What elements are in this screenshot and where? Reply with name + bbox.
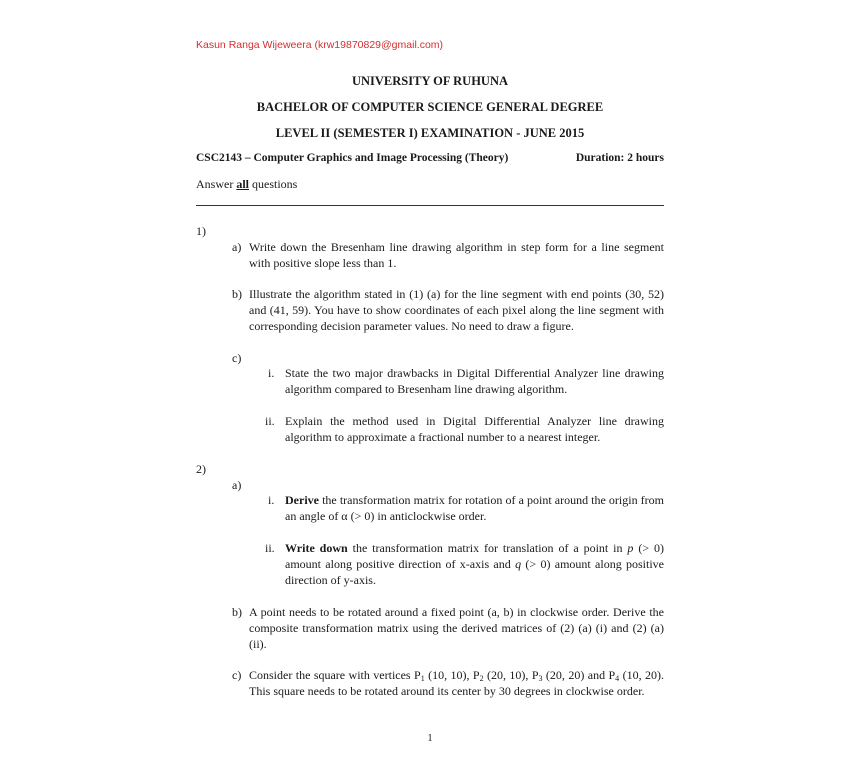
q2-a-ii-text	[285, 540, 664, 588]
q2-b-label: b)	[232, 605, 242, 619]
q2-c-sub1: 1	[420, 674, 425, 683]
q1-a-label: a)	[232, 240, 242, 254]
q1-c-ii-label: ii.	[265, 414, 275, 428]
q2-c-part3: (20, 10), P	[483, 668, 539, 682]
q2-a-ii-part1: the transformation matrix for translation of a point in	[347, 541, 628, 555]
q2-c-part1: Consider the square with vertices P	[249, 668, 421, 682]
q1-c-ii-text: Explain the method used in Digital Differential Analyzer line drawing algorithm to approximate a fractional number to a nearest integer.	[285, 414, 664, 444]
q2-a-ii-q-var: q	[515, 557, 522, 571]
q2-a-i-body: the transformation matrix for rotation of a point around the origin from an angle of α (> 0) in anticlockwise order.	[285, 493, 664, 523]
q1-a-text: Write down the Bresenham line drawing algorithm in step form for a line segment with positive slope less than 1.	[249, 240, 664, 270]
q2-b-text: A point needs to be rotated around a fixed point (a, b) in clockwise order. Derive the composite transformation matrix using the derived matrices of (2) (a) (i) and (2) (a) (ii).	[249, 605, 664, 651]
q1-c-i-label: i.	[268, 366, 275, 380]
q2-a-ii-part2: (> 0) amount along positive direction of x-axis and	[285, 541, 665, 571]
instruction-post: questions	[249, 177, 298, 191]
q2-c-part4: (20, 20) and P	[542, 668, 616, 682]
q2-a-i-verb: Derive	[285, 493, 319, 507]
exam-duration: Duration: 2 hours	[575, 152, 664, 164]
q2-a-ii-verb: Write down	[285, 541, 348, 555]
header-divider	[196, 205, 664, 206]
instruction-emphasis: all	[236, 177, 249, 191]
q2-c-sub4: 4	[615, 674, 620, 683]
q1-c-label: c)	[232, 351, 242, 365]
q2-c-part5: (10, 20). This square needs to be rotated around its center by 30 degrees in clockwise order.	[249, 668, 664, 698]
q2-c-sub2: 2	[479, 674, 484, 683]
q1-b-label: b)	[232, 287, 242, 301]
q2-c-part2: (10, 10), P	[424, 668, 480, 682]
q1-c-i-text: State the two major drawbacks in Digital Differential Analyzer line drawing algorithm compared to Bresenham line drawing algorithm.	[285, 366, 664, 396]
degree-title: BACHELOR OF COMPUTER SCIENCE GENERAL DEGREE	[256, 100, 604, 114]
university-title: UNIVERSITY OF RUHUNA	[351, 74, 509, 88]
question-1-number: 1)	[196, 224, 206, 238]
q2-a-ii-p-var: p	[627, 541, 634, 555]
question-2-number: 2)	[196, 462, 206, 476]
instruction-pre: Answer	[196, 177, 237, 191]
q1-b-text: Illustrate the algorithm stated in (1) (a) for the line segment with end points (30, 52) and (41, 59). You have to show coordinates of each pixel along the line segment with corresponding decision parameter values. No need to draw a figure.	[249, 287, 664, 333]
page-number: 1	[427, 733, 433, 744]
q2-c-sub3: 3	[538, 674, 543, 683]
q2-c-text	[249, 667, 664, 699]
q2-a-i-label: i.	[268, 493, 275, 507]
q2-a-ii-label: ii.	[265, 541, 275, 555]
author-credit: Kasun Ranga Wijeweera (krw19870829@gmail.com)	[196, 39, 444, 51]
instruction-line	[196, 177, 297, 192]
q2-a-ii-part3: (> 0) amount along positive direction of y-axis.	[285, 557, 665, 587]
exam-title: LEVEL II (SEMESTER I) EXAMINATION - JUNE 2015	[275, 126, 585, 140]
course-title: CSC2143 – Computer Graphics and Image Processing (Theory)	[196, 152, 509, 164]
q2-a-i-text	[285, 492, 664, 524]
q2-c-label: c)	[232, 668, 242, 682]
course-line	[196, 152, 664, 164]
q2-a-label: a)	[232, 478, 242, 492]
